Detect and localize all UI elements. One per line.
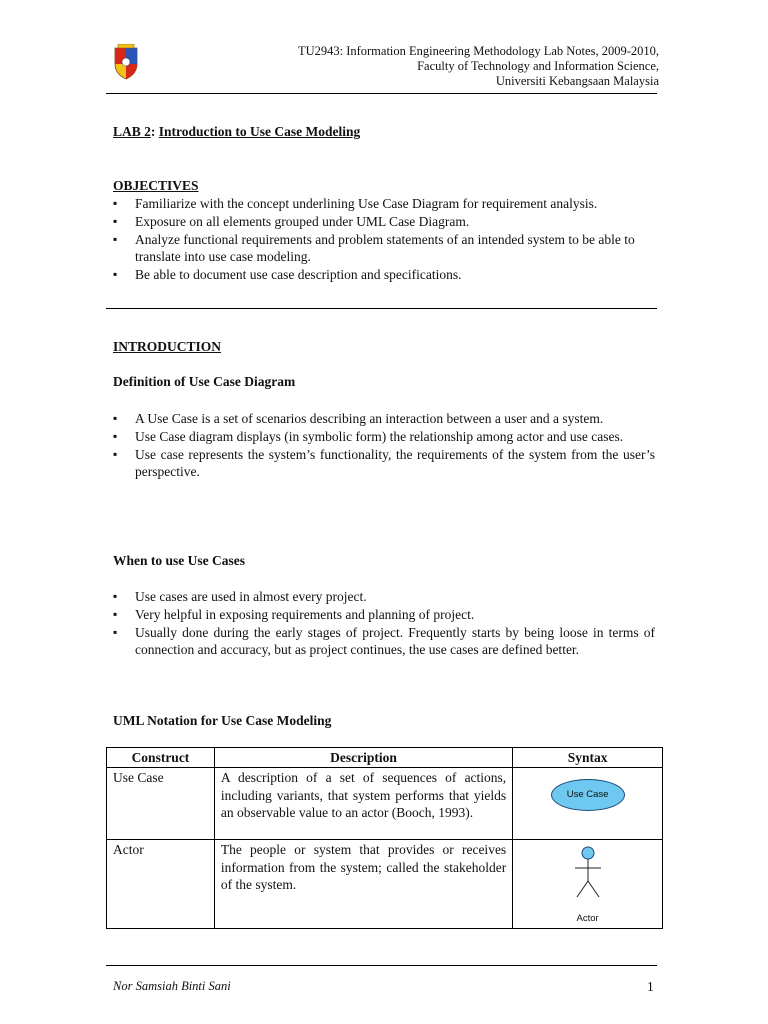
page-number: 1 <box>647 979 654 994</box>
list-item: ▪ Familiarize with the concept underlining Use Case Diagram for requirement analysis. <box>113 195 655 213</box>
definition-list <box>113 410 655 481</box>
lab-title-colon: : <box>150 124 156 139</box>
use-case-ellipse-icon <box>551 779 625 811</box>
header-course-line: TU2943: Information Engineering Methodology Lab Notes, 2009-2010, <box>297 44 659 58</box>
list-item: ▪ Use Case diagram displays (in symbolic form) the relationship among actor and use cases. <box>113 428 655 446</box>
description-cell: A description of a set of sequences of actions, including variants, that system performs that yields an observable value to an actor (Booch, 1993). <box>214 767 512 839</box>
document-header <box>298 44 659 89</box>
table-row <box>107 767 663 839</box>
header-rule <box>106 93 657 94</box>
header-university-line: Universiti Kebangsaan Malaysia <box>495 74 659 88</box>
list-item: ▪ A Use Case is a set of scenarios describing an interaction between a user and a system. <box>113 410 655 428</box>
list-item: ▪ Be able to document use case description and specifications. <box>113 266 655 284</box>
list-item: ▪ Usually done during the early stages of project. Frequently starts by being loose in terms of connection and accuracy, but as project continues, the use cases are defined better. <box>113 624 655 660</box>
list-item: ▪ Use case represents the system’s functionality, the requirements of the system from the user’s perspective. <box>113 446 655 482</box>
description-cell: The people or system that provides or receives information from the system; called the stakeholder of the system. <box>214 839 512 929</box>
lab-number: LAB 2 <box>113 124 151 139</box>
table-row <box>107 839 663 929</box>
list-item: ▪ Very helpful in exposing requirements and planning of project. <box>113 606 655 624</box>
list-item: ▪ Exposure on all elements grouped under UML Case Diagram. <box>113 213 655 231</box>
objectives-heading: OBJECTIVES <box>113 178 199 193</box>
use-case-symbol-label: Use Case <box>566 788 609 800</box>
definition-heading: Definition of Use Case Diagram <box>113 374 296 389</box>
lab-title-text: Introduction to Use Case Modeling <box>158 124 361 139</box>
footer-author: Nor Samsiah Binti Sani <box>113 979 231 993</box>
column-header-syntax: Syntax <box>513 748 663 768</box>
column-header-construct: Construct <box>107 748 215 768</box>
list-item: ▪ Use cases are used in almost every project. <box>113 588 655 606</box>
table-header-row <box>107 748 663 768</box>
university-crest-logo <box>113 44 139 80</box>
lab-title <box>113 124 360 140</box>
introduction-heading: INTRODUCTION <box>113 339 222 354</box>
section-divider <box>106 308 657 309</box>
when-heading: When to use Use Cases <box>113 553 246 568</box>
column-header-description: Description <box>214 748 512 768</box>
uml-notation-table <box>106 747 663 929</box>
syntax-cell <box>513 767 663 839</box>
actor-symbol-label: Actor <box>576 912 599 924</box>
uml-notation-heading: UML Notation for Use Case Modeling <box>113 713 332 728</box>
list-item: ▪ Analyze functional requirements and problem statements of an intended system to be able to translate into use case modeling. <box>113 231 655 267</box>
construct-cell: Use Case <box>107 767 215 839</box>
stick-figure-actor-icon <box>568 845 608 907</box>
objectives-list <box>113 195 655 284</box>
header-faculty-line: Faculty of Technology and Information Science, <box>417 59 659 73</box>
when-list <box>113 588 655 659</box>
footer-rule <box>106 965 657 966</box>
construct-cell: Actor <box>107 839 215 929</box>
syntax-cell <box>513 839 663 929</box>
actor-symbol <box>558 845 618 928</box>
